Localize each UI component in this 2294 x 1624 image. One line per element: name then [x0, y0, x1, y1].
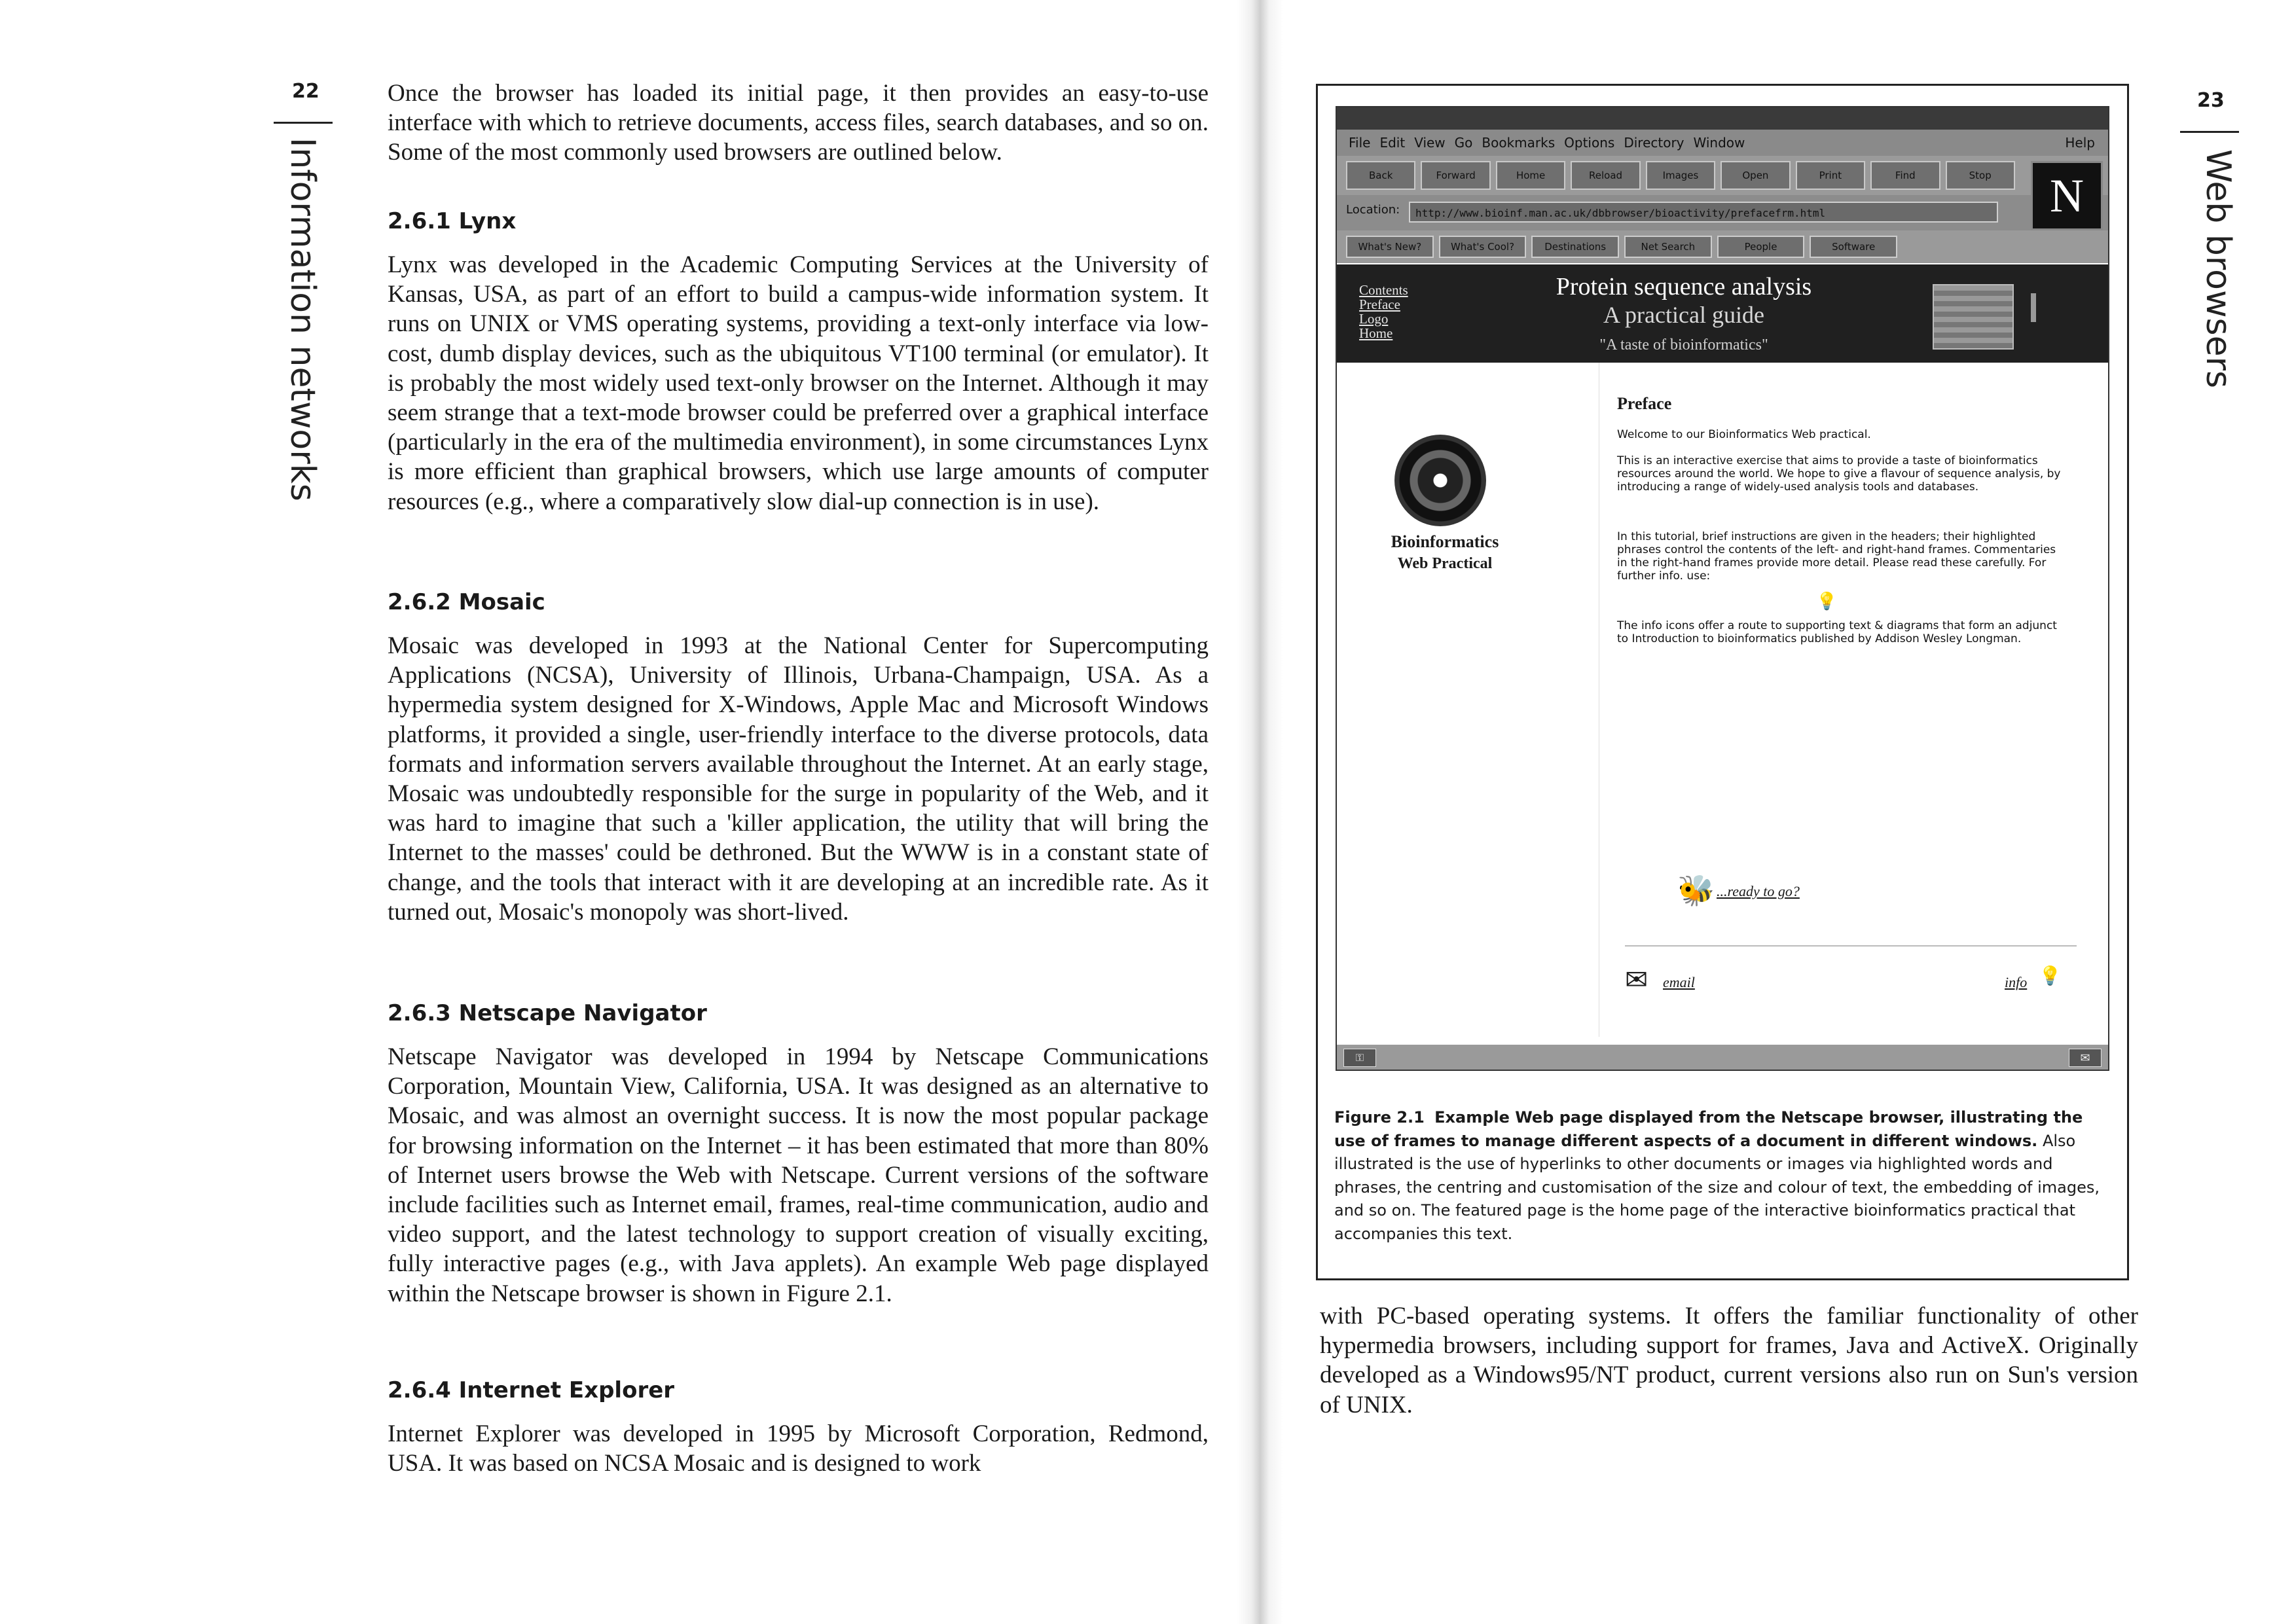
email-icon[interactable]: ✉ [1625, 965, 1648, 996]
netscape-screenshot [1336, 106, 2109, 1071]
security-key-icon: ⚿ [1343, 1049, 1376, 1067]
preface-welcome: Welcome to our Bioinformatics Web practical. [1617, 428, 1871, 441]
menu-window[interactable]: Window [1693, 135, 1745, 151]
left-page-number: 22 [292, 80, 319, 103]
bee-icon: 🐝 [1677, 874, 1715, 907]
section-body-lynx: Lynx was developed in the Academic Computing Services at the University of Kansas, USA, as part of an effort to build a campus-wide information system. It runs on UNIX or VMS operating systems, providing a text-only interface via low-cost, dumb display devices, such as the ubiquitous VT100 terminal (or emulator). It is probably the most widely used text-only browser on the Internet. Although it may seem strange that a text-mode browser could be preferred over a graphical interface (particularly in the era of the multimedia environment), in some circumstances Lynx is more efficient than graphical browsers, which use large amounts of computer resources (e.g., where a comparatively slow dial-up connection is in use). [388, 251, 1209, 515]
preface-instructions: In this tutorial, brief instructions are given in the headers; their highlighted phrases control the contents of the left- and right-hand frames. Commentaries in the right-hand frames provide more detail. Please read these carefully. For further info. use: [1617, 530, 2056, 583]
preface-intro: This is an interactive exercise that aims to provide a taste of bioinformatics resources around the world. We hope to give a flavour of sequence analysis, by introducing a range of widely-used analysis tools and databases. [1617, 454, 2061, 494]
home-button[interactable]: Home [1496, 161, 1565, 190]
menu-view[interactable]: View [1414, 135, 1446, 151]
banner-nav [1359, 283, 1408, 340]
link-contents[interactable]: Contents [1359, 282, 1408, 298]
menu-directory[interactable]: Directory [1624, 135, 1684, 151]
banner-quote: "A taste of bioinformatics" [1599, 336, 1768, 353]
email-link[interactable]: email [1663, 974, 1695, 990]
continuation-paragraph: with PC-based operating systems. It offers the familiar functionality of other hypermedia browsers, including support for frames, Java and ActiveX. Originally developed as a Windows95/NT product, current versions also run on Sun's version of UNIX. [1320, 1303, 2138, 1418]
section-heading-lynx: 2.6.1 Lynx [388, 208, 517, 234]
menu-bookmarks[interactable]: Bookmarks [1482, 135, 1556, 151]
left-running-head: Information networks [283, 137, 322, 501]
intro-paragraph: Once the browser has loaded its initial page, it then provides an easy-to-use interface with which to retrieve documents, access files, search databases, and so on. Some of the most commonly used browsers are outlined below. [388, 80, 1209, 166]
menu-options[interactable]: Options [1564, 135, 1615, 151]
left-head-rule [274, 122, 333, 124]
stop-button[interactable]: Stop [1946, 161, 2015, 190]
browser-titlebar [1337, 107, 2108, 130]
right-frame [1599, 363, 2108, 1037]
right-page-number: 23 [2197, 89, 2225, 112]
link-preface[interactable]: Preface [1359, 297, 1400, 312]
web-practical-subtitle: Web Practical [1397, 555, 1493, 572]
banner-title: Protein sequence analysis [1556, 273, 1812, 300]
right-head-rule [2180, 131, 2239, 133]
directory-buttons-bar [1337, 230, 2108, 263]
software-button[interactable]: Software [1810, 236, 1897, 258]
location-bar [1337, 195, 2108, 230]
forward-button[interactable]: Forward [1421, 161, 1490, 190]
info-bulb-icon: 💡 [1816, 592, 1838, 611]
location-label: Location: [1346, 203, 1400, 217]
caption-label: Figure 2.1 [1334, 1108, 1425, 1127]
content-divider [1625, 945, 2077, 947]
section-body-internet-explorer: Internet Explorer was developed in 1995 by Microsoft Corporation, Redmond, USA. It was based on NCSA Mosaic and is designed to work [388, 1420, 1209, 1477]
figure-caption [1334, 1106, 2107, 1246]
location-input[interactable]: http://www.bioinf.man.ac.uk/dbbrowser/bioactivity/prefacefrm.html [1409, 202, 1998, 223]
banner-marker [2031, 293, 2036, 322]
book-gutter [1237, 0, 1283, 1624]
section-body-netscape: Netscape Navigator was developed in 1994 by Netscape Communications Corporation, Mountain View, California, USA. It was designed as an alternative to Mosaic, and was almost an overnight success. It is now the most popular package for browsing information on the Internet – it has been estimated that more than 80% of Internet users browse the Web with Netscape. Current versions of the software include facilities such as Internet email, frames, real-time communication, audio and video support, and the latest technology to support creation of visually exciting, fully interactive pages (e.g., with Java applets). An example Web page displayed within the Netscape browser is shown in Figure 2.1. [388, 1043, 1209, 1307]
caption-bold-text: Example Web page displayed from the Netscape browser, illustrating the use of frames to manage different aspects of a document in different windows. [1334, 1108, 2083, 1150]
destinations-button[interactable]: Destinations [1531, 236, 1619, 258]
bioinformatics-title: Bioinformatics [1391, 532, 1499, 551]
section-heading-mosaic: 2.6.2 Mosaic [388, 589, 545, 615]
section-body-mosaic: Mosaic was developed in 1993 at the National Center for Supercomputing Applications (NCSA), University of Illinois, Urbana-Champaign, USA. As a hypermedia system designed for X-Windows, Apple Mac and Microsoft Windows platforms, it provided a single, user-friendly interface to the diverse protocols, data formats and information servers available throughout the Internet. At an early stage, Mosaic was undoubtedly responsible for the surge in popularity of the Web, and it was hard to imagine that such a 'killer application, the utility that will bring the Internet to the masses' could be dethroned. But the WWW is in a constant state of change, and the tools that interact with it are developing at an incredible rate. As it turned out, Mosaic's monopoly was short-lived. [388, 632, 1209, 926]
bioinformatics-logo-icon [1394, 435, 1486, 526]
browser-toolbar [1337, 156, 2108, 195]
right-running-head: Web browsers [2198, 149, 2238, 389]
link-logo[interactable]: Logo [1359, 311, 1389, 327]
back-button[interactable]: Back [1346, 161, 1415, 190]
reload-button[interactable]: Reload [1571, 161, 1640, 190]
caption-text: Also illustrated is the use of hyperlinks to other documents or images via highlighted words and phrases, the centring and customisation of the size and colour of text, the embedding of images, and so on. The featured page is the home page of the interactive bioinformatics practical that accompanies this text. [1334, 1131, 2100, 1243]
left-frame [1337, 363, 1599, 1037]
mail-status-icon[interactable]: ✉ [2069, 1049, 2102, 1067]
page-banner-frame [1337, 264, 2108, 363]
section-heading-netscape: 2.6.3 Netscape Navigator [388, 1000, 707, 1026]
page-content [1337, 363, 2108, 1037]
menu-edit[interactable]: Edit [1379, 135, 1406, 151]
print-button[interactable]: Print [1796, 161, 1865, 190]
info-bulb-icon-footer[interactable]: 💡 [2039, 966, 2062, 986]
browser-statusbar [1337, 1045, 2108, 1070]
browser-menubar [1337, 130, 2108, 156]
banner-subtitle: A practical guide [1603, 302, 1764, 328]
netscape-logo: N [2031, 161, 2103, 230]
menu-help[interactable]: Help [2065, 135, 2095, 151]
preface-heading: Preface [1617, 394, 1672, 413]
whats-new-button[interactable]: What's New? [1346, 236, 1434, 258]
info-link[interactable]: info [2005, 974, 2028, 990]
section-heading-internet-explorer: 2.6.4 Internet Explorer [388, 1377, 675, 1403]
preface-info-note: The info icons offer a route to supporting text & diagrams that form an adjunct to Introduction to bioinformatics published by Addison Wesley Longman. [1617, 619, 2057, 645]
link-home[interactable]: Home [1359, 325, 1393, 341]
images-button[interactable]: Images [1646, 161, 1715, 190]
banner-graphic [1933, 284, 2014, 350]
whats-cool-button[interactable]: What's Cool? [1439, 236, 1527, 258]
menu-go[interactable]: Go [1454, 135, 1473, 151]
people-button[interactable]: People [1717, 236, 1805, 258]
open-button[interactable]: Open [1720, 161, 1790, 190]
net-search-button[interactable]: Net Search [1624, 236, 1712, 258]
ready-to-go-link[interactable]: ...ready to go? [1717, 883, 1800, 899]
menu-file[interactable]: File [1349, 135, 1371, 151]
find-button[interactable]: Find [1870, 161, 1940, 190]
